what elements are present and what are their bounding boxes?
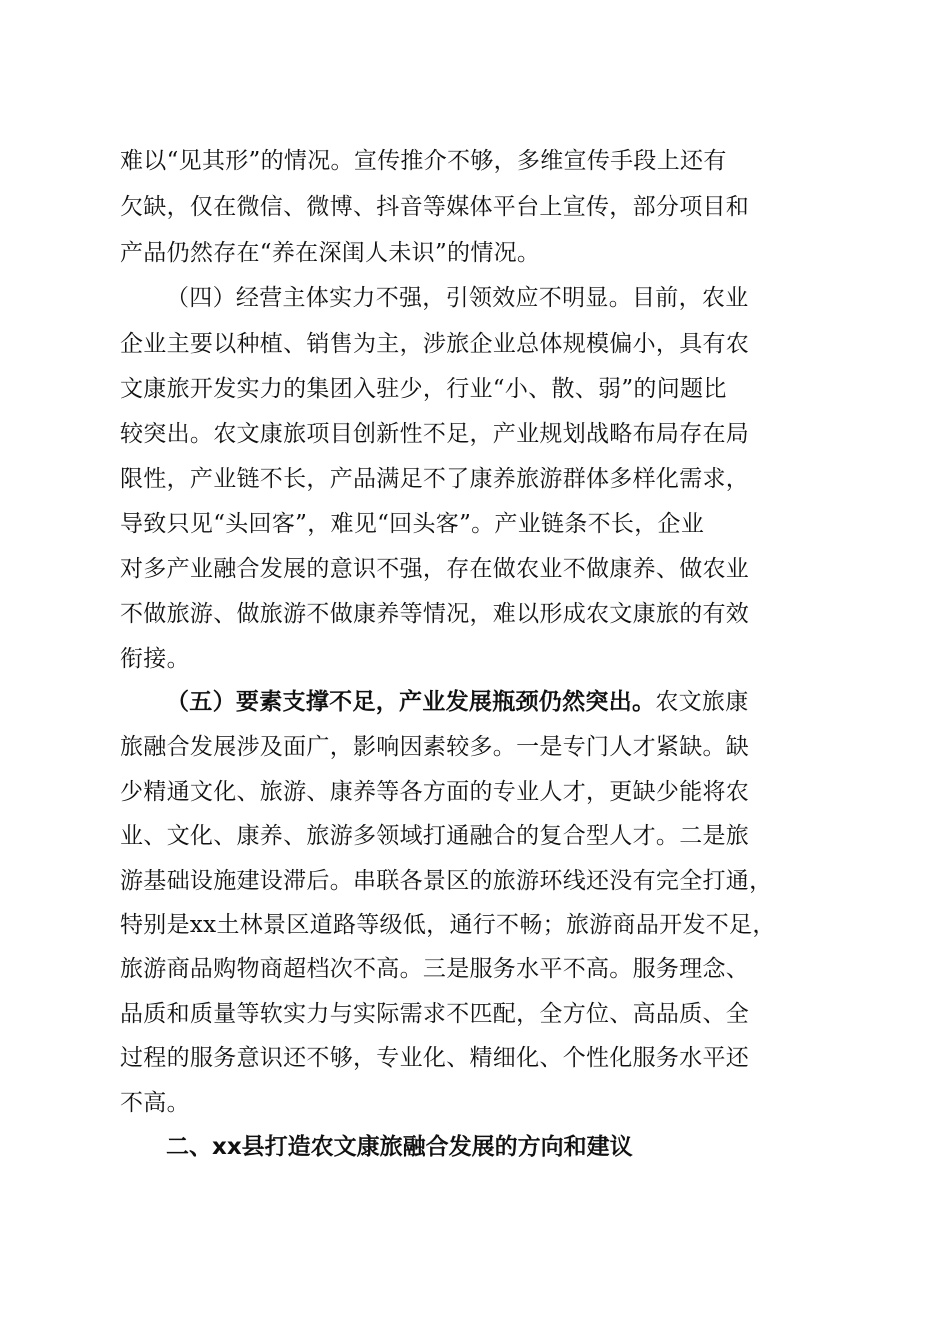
body-line-4: （四）经营主体实力不强，引领效应不明显。目前，农业: [166, 285, 749, 311]
body-line-10: 对多产业融合发展的意识不强，存在做农业不做康养、做农业: [120, 556, 750, 582]
body-line-18: 特别是xx土林景区道路等级低，通行不畅；旅游商品开发不足，: [120, 912, 776, 938]
body-line-9: 导致只见“头回客”，难见“回头客”。产业链条不长，企业: [120, 511, 705, 537]
body-line-15: 少精通文化、旅游、康养等各方面的专业人才，更缺少能将农: [120, 779, 750, 805]
body-line-1: 难以“见其形”的情况。宣传推介不够，多维宣传手段上还有: [120, 148, 727, 174]
body-line-13: [166, 687, 886, 717]
lead-continuation: 农文旅康: [655, 689, 749, 715]
body-line-20: 品质和质量等软实力与实际需求不匹配，全方位、高品质、全: [120, 1001, 750, 1027]
body-line-21: 过程的服务意识还不够，专业化、精细化、个性化服务水平还: [120, 1045, 750, 1071]
body-line-12: 衔接。: [120, 646, 190, 672]
body-line-3: 产品仍然存在“养在深闺人未识”的情况。: [120, 240, 541, 266]
body-line-22: 不高。: [120, 1090, 190, 1116]
body-line-17: 游基础设施建设滞后。串联各景区的旅游环线还没有完全打通，: [120, 868, 773, 894]
body-line-14: 旅融合发展涉及面广，影响因素较多。一是专门人才紧缺。缺: [120, 734, 750, 760]
body-line-6: 文康旅开发实力的集团入驻少，行业“小、散、弱”的问题比: [120, 376, 727, 402]
body-line-19: 旅游商品购物商超档次不高。三是服务水平不高。服务理念、: [120, 956, 750, 982]
body-line-7: 较突出。农文康旅项目创新性不足，产业规划战略布局存在局: [120, 421, 750, 447]
bold-lead-phrase: （五）要素支撑不足，产业发展瓶颈仍然突出。: [166, 689, 656, 715]
body-line-5: 企业主要以种植、销售为主，涉旅企业总体规模偏小，具有农: [120, 331, 750, 357]
body-line-2: 欠缺，仅在微信、微博、抖音等媒体平台上宣传，部分项目和: [120, 194, 750, 220]
body-line-8: 限性，产业链不长，产品满足不了康养旅游群体多样化需求，: [120, 466, 750, 492]
body-line-16: 业、文化、康养、旅游多领域打通融合的复合型人才。二是旅: [120, 823, 750, 849]
section-heading: 二、xx县打造农文康旅融合发展的方向和建议: [166, 1134, 633, 1160]
body-line-11: 不做旅游、做旅游不做康养等情况，难以形成农文康旅的有效: [120, 601, 750, 627]
